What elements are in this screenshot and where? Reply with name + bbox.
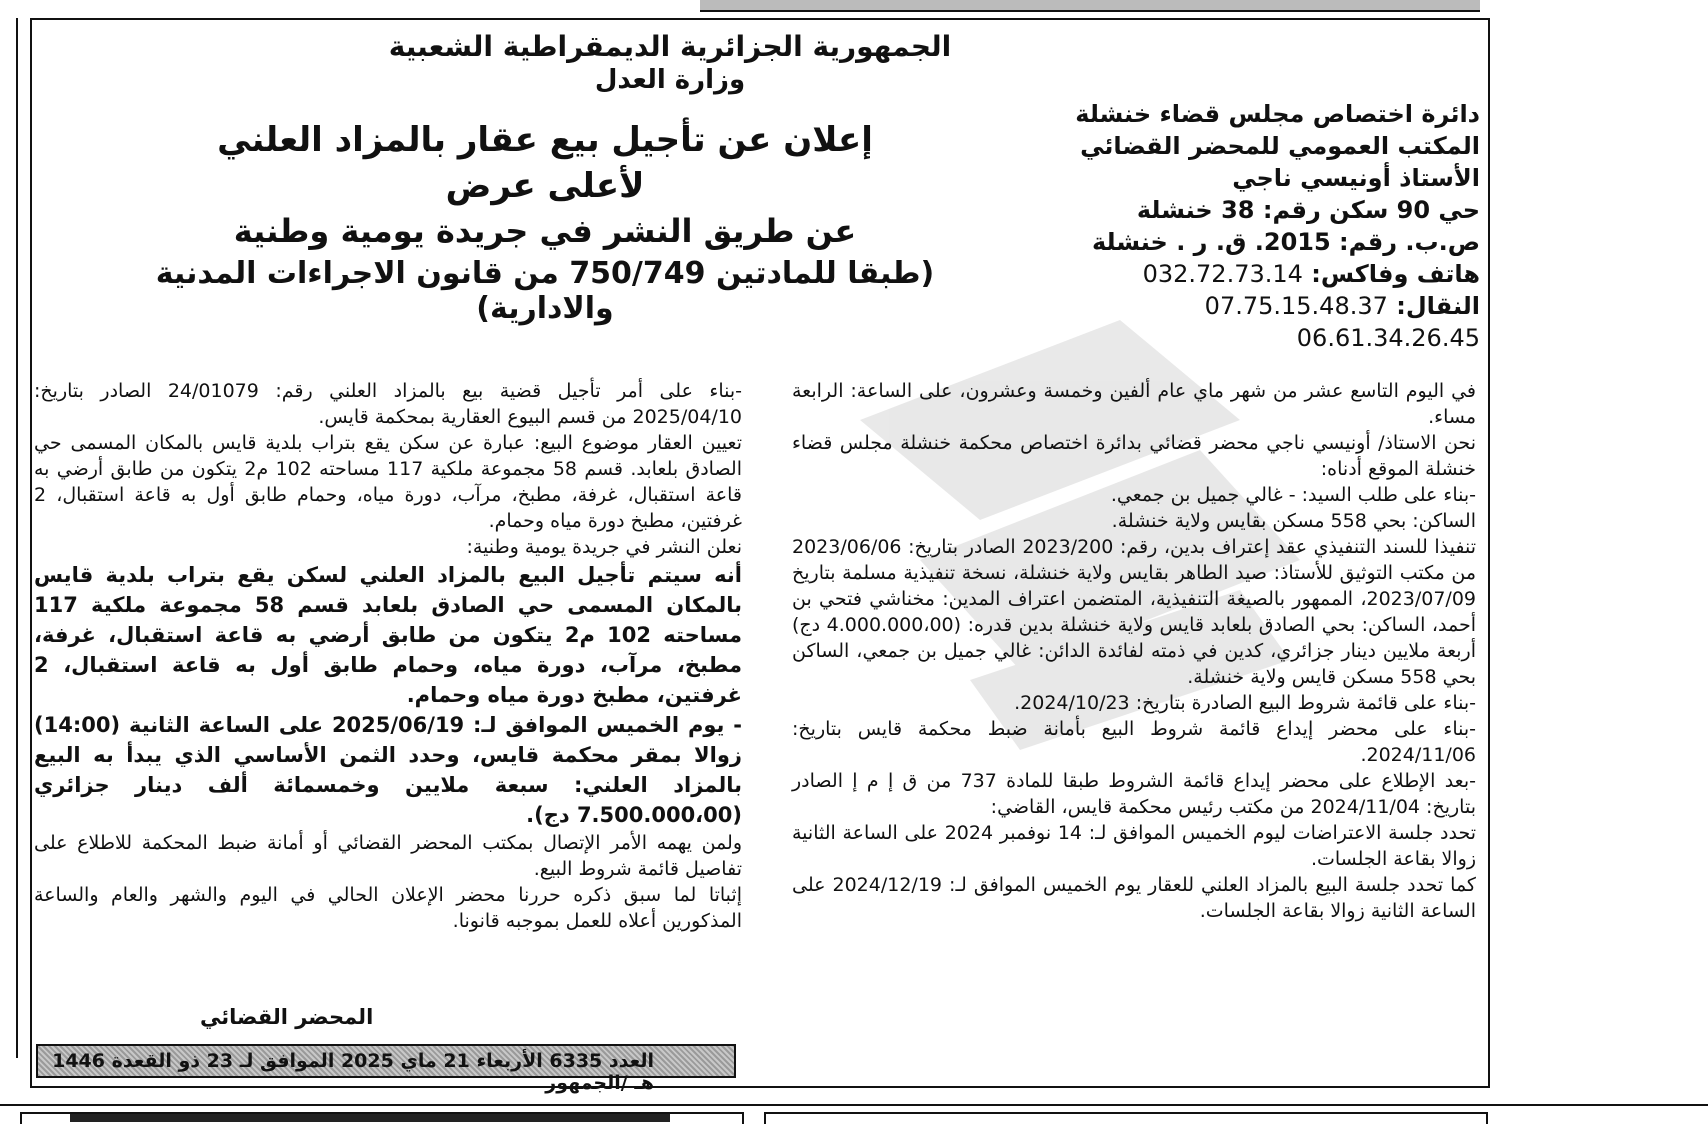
- office-phone: [1040, 258, 1480, 290]
- office-jurisdiction: دائرة اختصاص مجلس قضاء خنشلة: [1075, 100, 1480, 128]
- next-article-frame: [764, 1112, 1488, 1124]
- top-border-strip: [700, 0, 1480, 12]
- right-text-column: [792, 378, 1476, 924]
- issue-info: العدد 6335 الأربعاء 21 ماي 2025 الموافق لـ 23 ذو القعدة 1446 هـ /الجمهور: [52, 1050, 654, 1094]
- title-line-2: لأعلى عرض: [445, 166, 645, 206]
- office-mobile: [1040, 290, 1480, 322]
- announcement-title: [90, 120, 1000, 332]
- title-line-4: (طبقا للمادتين 750/749 من قانون الاجراءات المدنية والادارية): [155, 256, 935, 326]
- title-line-1: إعلان عن تأجيل بيع عقار بالمزاد العلني: [217, 120, 873, 160]
- bailiff-office-info: [1040, 98, 1480, 354]
- paragraph-bold: - يوم الخميس الموافق لـ: 2025/06/19 على الساعة الثانية (14:00) زوالا بمقر محكمة قايس، وحدد الثمن الأساسي الذي يبدأ به البيع بالمزاد العلني: سبعة ملايين وخمسمائة ألف دينار جزائري (7.500.000،00 دج).: [34, 713, 742, 827]
- paragraph: -بناء على قائمة شروط البيع الصادرة بتاريخ: 2024/10/23.: [1014, 692, 1476, 714]
- paragraph: إثباتا لما سبق ذكره حررنا محضر الإعلان الحالي في اليوم والشهر والعام والساعة المذكورين أعلاه للعمل بموجبه قانونا.: [34, 884, 742, 932]
- paragraph: الساكن: بحي 558 مسكن بقايس ولاية خنشلة.: [1111, 510, 1476, 532]
- left-column-border: [0, 18, 18, 1058]
- paragraph-bold: أنه سيتم تأجيل البيع بالمزاد العلني لسكن يقع بتراب بلدية قايس بالمكان المسمى حي الصادق بلعابد قسم 58 مجموعة ملكية 117 مساحته 102 م2 يتكون من طابق أرضي به قاعة استقبال، غرفة، مطبخ، مرآب، دورة مياه، وحمام طابق أول به قاعة استقبال، 2 غرفتين، مطبخ دورة مياه وحمام.: [34, 563, 743, 707]
- republic-name: الجمهورية الجزائرية الديمقراطية الشعبية: [388, 30, 952, 63]
- left-text-column: [34, 378, 742, 934]
- paragraph: تحدد جلسة الاعتراضات ليوم الخميس الموافق لـ: 14 نوفمبر 2024 على الساعة الثانية زوالا بقاعة الجلسات.: [792, 822, 1476, 870]
- office-po-box: ص.ب. رقم: 2015. ق. ر . خنشلة: [1091, 228, 1480, 256]
- mobile-number-2: 06.61.34.26.45: [1296, 324, 1480, 352]
- phone-number: 032.72.73.14: [1142, 260, 1303, 288]
- paragraph: -بناء على طلب السيد: - غالي جميل بن جمعي.: [1110, 484, 1476, 506]
- office-address: حي 90 سكن رقم: 38 خنشلة: [1136, 196, 1480, 224]
- paragraph: -بناء على أمر تأجيل قضية بيع بالمزاد العلني رقم: 24/01079 الصادر بتاريخ: 2025/04/10 من قسم البيوع العقارية بمحكمة قايس.: [34, 380, 742, 428]
- paragraph: -بناء على محضر إيداع قائمة شروط البيع بأمانة ضبط محكمة قايس بتاريخ: 2024/11/06.: [792, 718, 1476, 766]
- title-line-3: عن طريق النشر في جريدة يومية وطنية: [233, 212, 857, 250]
- paragraph: في اليوم التاسع عشر من شهر ماي عام ألفين وخمسة وعشرون، على الساعة: الرابعة مساء.: [792, 380, 1476, 428]
- phone-label: هاتف وفاكس:: [1311, 260, 1480, 288]
- signature-bailiff: المحضر القضائي: [200, 1005, 374, 1029]
- paragraph: نحن الاستاذ/ أونيسي ناجي محضر قضائي بدائرة اختصاص محكمة خنشلة مجلس قضاء خنشلة الموقع أدناه:: [792, 432, 1476, 480]
- paragraph: تعيين العقار موضوع البيع: عبارة عن سكن يقع بتراب بلدية قايس بالمكان المسمى حي الصادق بلعابد. قسم 58 مجموعة ملكية 117 مساحته 102 م2 يتكون من طابق أرضي به قاعة استقبال، غرفة، مطبخ، مرآب، دورة مياه، وحمام طابق أول به قاعة استقبال، 2 غرفتين، مطبخ دورة مياه وحمام.: [34, 432, 742, 532]
- mobile-number-1: 07.75.15.48.37: [1204, 292, 1388, 320]
- office-name: المكتب العمومي للمحضر القضائي: [1080, 132, 1480, 160]
- paragraph: -بعد الإطلاع على محضر إيداع قائمة الشروط طبقا للمادة 737 من ق إ م إ الصادر بتاريخ: 2024/11/04 من مكتب رئيس محكمة قايس، القاضي:: [792, 770, 1476, 818]
- bottom-border-strip: [0, 1104, 1708, 1122]
- ministry-name: وزارة العدل: [594, 65, 746, 95]
- paragraph: نعلن النشر في جريدة يومية وطنية:: [466, 536, 742, 558]
- header-republic: [240, 30, 1100, 95]
- paragraph: كما تحدد جلسة البيع بالمزاد العلني للعقار يوم الخميس الموافق لـ: 2024/12/19 على الساعة الثانية زوالا بقاعة الجلسات.: [792, 874, 1476, 922]
- office-bailiff: الأستاذ أونيسي ناجي: [1232, 164, 1480, 192]
- paragraph: ولمن يهمه الأمر الإتصال بمكتب المحضر القضائي أو أمانة ضبط المحكمة للاطلاع على تفاصيل قائمة شروط البيع.: [34, 832, 742, 880]
- next-article-heading-fragment: [70, 1114, 670, 1122]
- issue-footer-band: [36, 1044, 736, 1094]
- paragraph: تنفيذا للسند التنفيذي عقد إعتراف بدين، رقم: 2023/200 الصادر بتاريخ: 2023/06/06 من مكتب التوثيق للأستاذ: صيد الطاهر بقايس ولاية خنشلة، نسخة تنفيذية مسلمة بتاريخ 2023/07/09، الممهور بالصيغة التنفيذية، المتضمن اعتراف المدين: مخناشي فتحي بن أحمد، الساكن: بحي الصادق بلعابد قايس ولاية خنشلة بدين قدره: (4.000.000،00 دج) أربعة ملايين دينار جزائري، كدين في ذمته لفائدة الدائن: غالي جميل بن جمعي، الساكن بحي 558 مسكن قايس ولاية خنشلة.: [792, 536, 1476, 688]
- mobile-label: النقال:: [1396, 292, 1480, 320]
